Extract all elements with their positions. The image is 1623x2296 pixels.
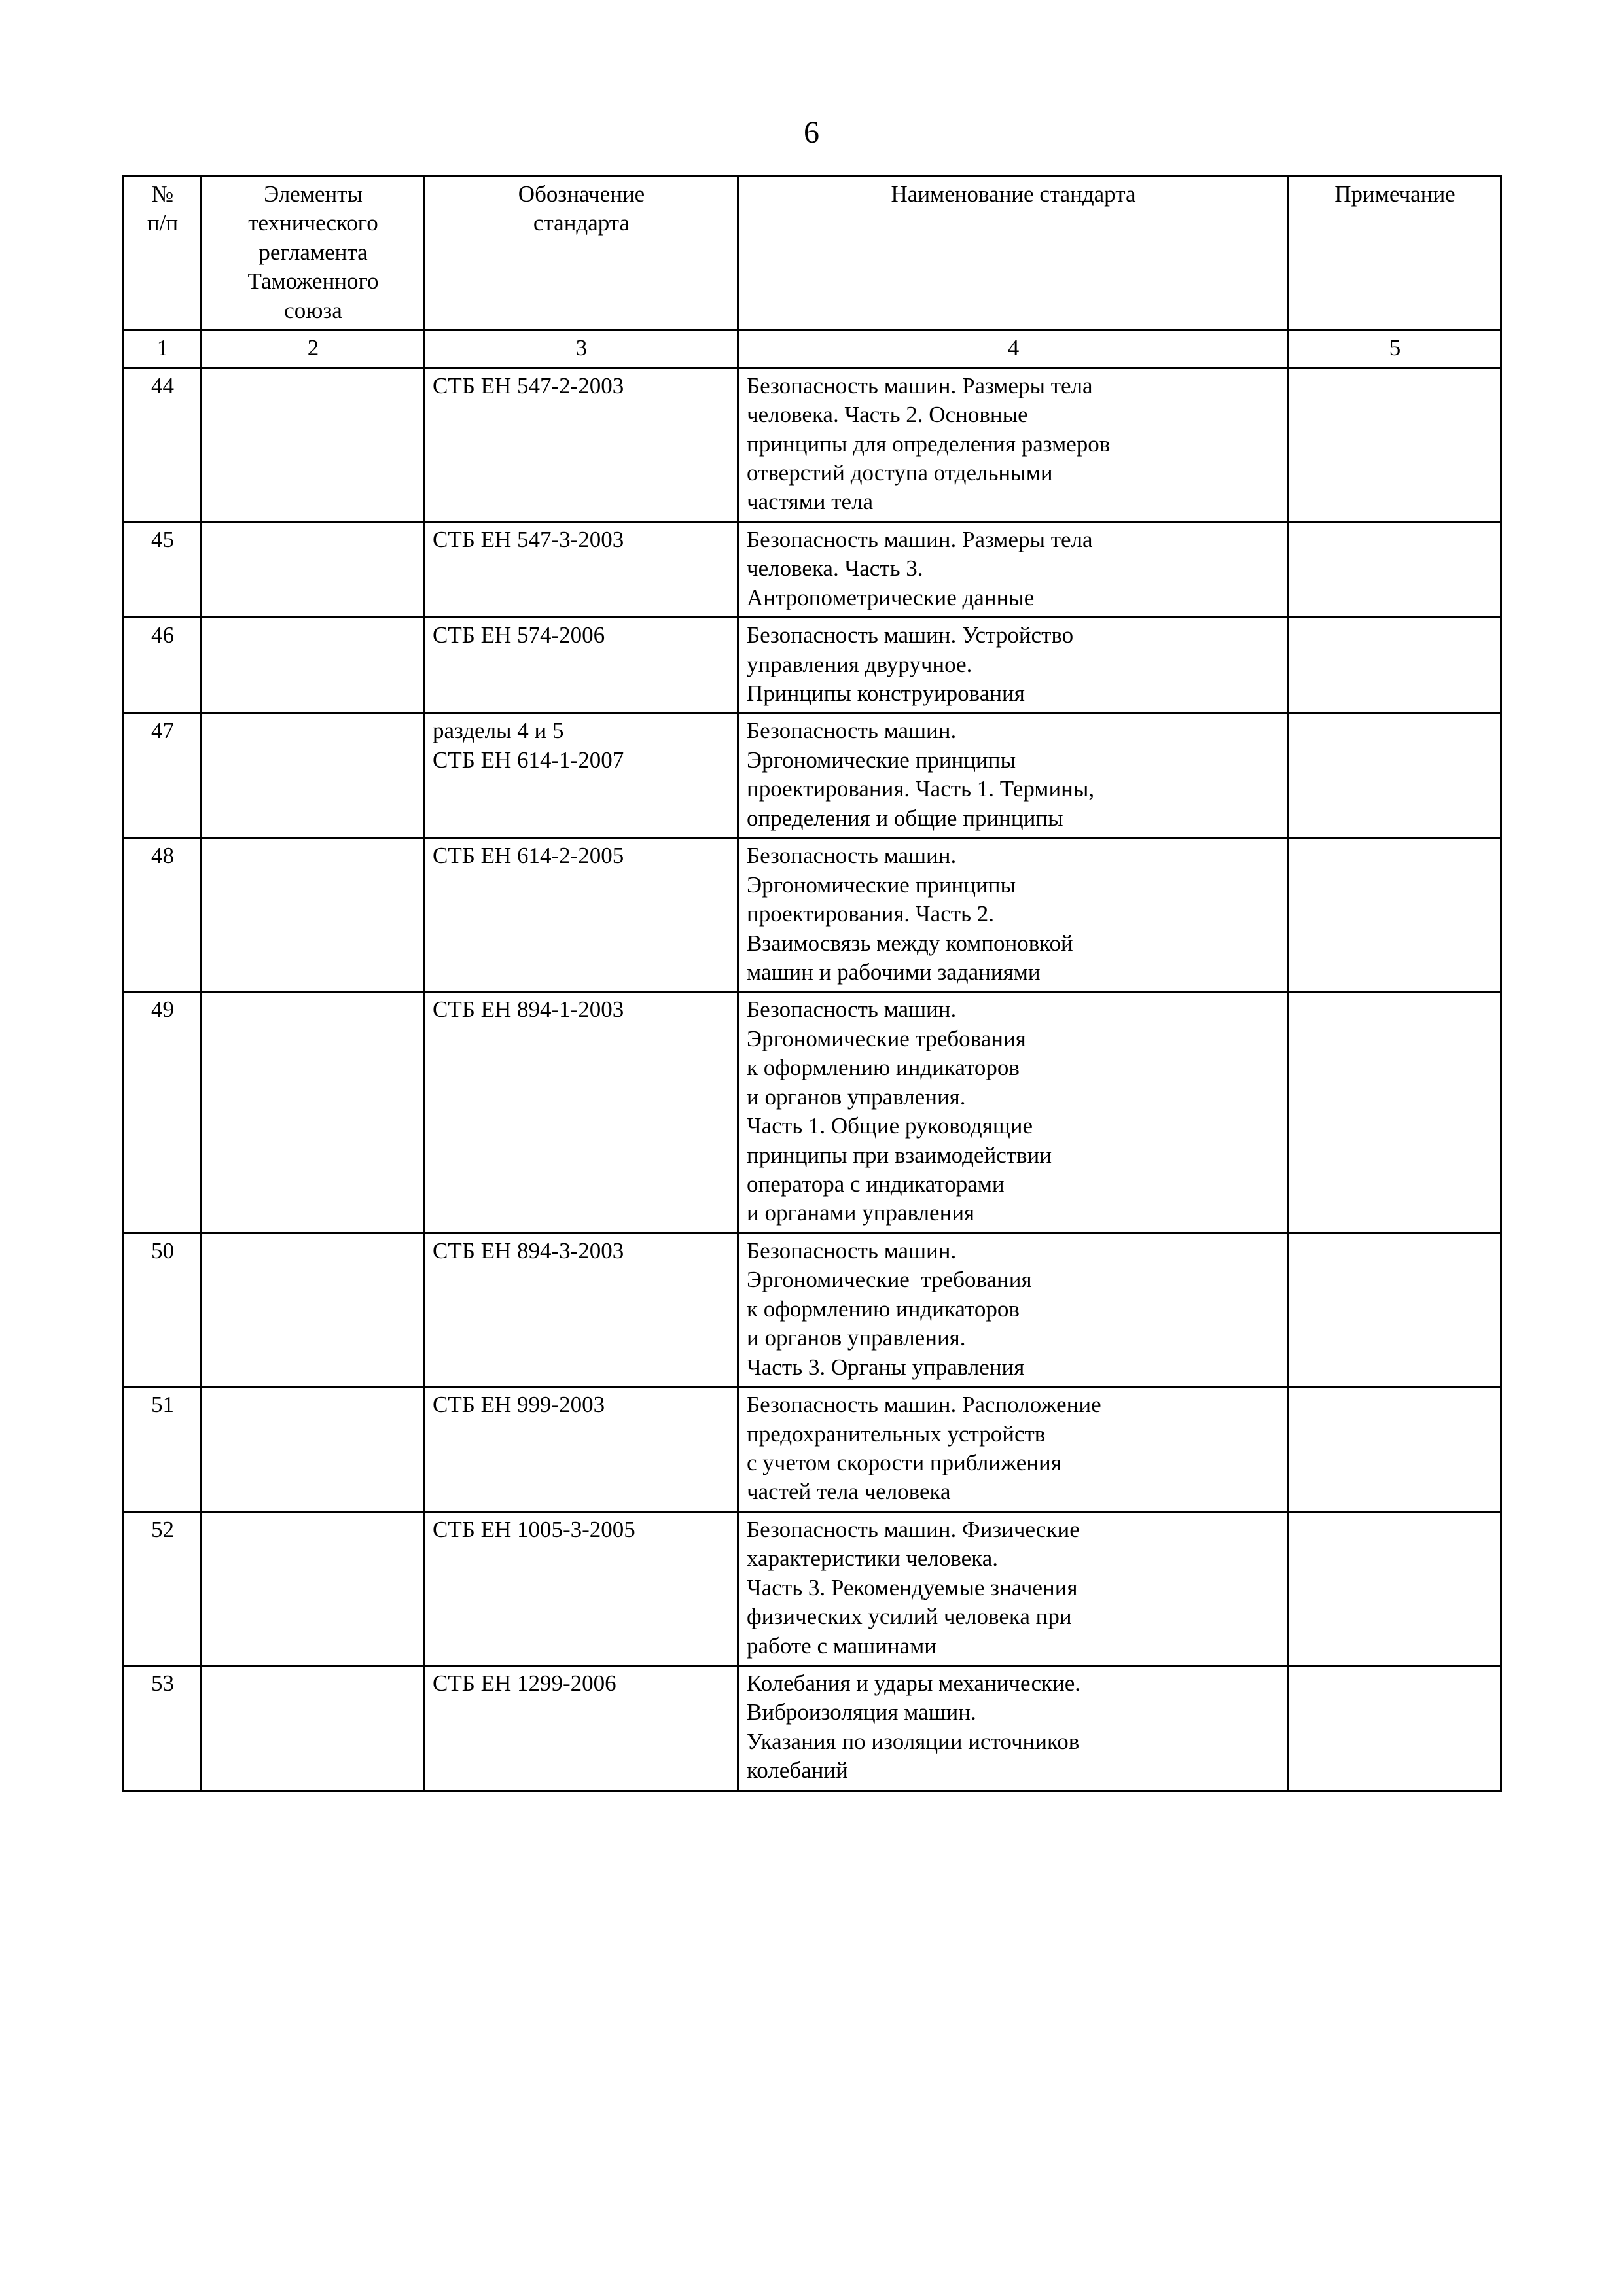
column-number: 1 bbox=[123, 330, 202, 368]
cell-standard-name bbox=[738, 713, 1288, 838]
cell-standard-designation bbox=[424, 1511, 738, 1665]
cell-standard-designation bbox=[424, 713, 738, 838]
table-row bbox=[123, 1387, 1501, 1512]
text-line: принципы для определения размеров bbox=[747, 431, 1111, 457]
column-number: 3 bbox=[424, 330, 738, 368]
page-number: 6 bbox=[804, 115, 819, 150]
text-line: отверстий доступа отдельными bbox=[747, 459, 1053, 486]
cell-row-number: 53 bbox=[123, 1666, 202, 1791]
text-line: определения и общие принципы bbox=[747, 805, 1063, 831]
cell-note bbox=[1288, 1511, 1501, 1665]
cell-row-number: 50 bbox=[123, 1233, 202, 1386]
cell-note bbox=[1288, 368, 1501, 521]
cell-row-number: 51 bbox=[123, 1387, 202, 1512]
cell-row-number: 45 bbox=[123, 521, 202, 617]
text-line: Виброизоляция машин. bbox=[747, 1699, 976, 1725]
text-line: СТБ ЕН 614-1-2007 bbox=[433, 747, 624, 773]
table-row bbox=[123, 838, 1501, 992]
cell-regulation-element bbox=[202, 838, 424, 992]
column-number-row bbox=[123, 330, 1501, 368]
table-row bbox=[123, 618, 1501, 713]
header-cell-elements bbox=[202, 177, 424, 330]
text-line: Принципы конструирования bbox=[747, 680, 1025, 706]
text-line: Безопасность машин. Расположение bbox=[747, 1392, 1101, 1418]
text-line: Эргономические принципы bbox=[747, 747, 1016, 773]
cell-regulation-element bbox=[202, 1511, 424, 1665]
text-line: характеристики человека. bbox=[747, 1545, 998, 1572]
header-line: № bbox=[151, 181, 174, 207]
text-line: и органов управления. bbox=[747, 1084, 966, 1110]
cell-regulation-element bbox=[202, 1666, 424, 1791]
table-body bbox=[123, 368, 1501, 1790]
text-line: СТБ ЕН 547-2-2003 bbox=[433, 372, 624, 398]
cell-standard-designation bbox=[424, 1387, 738, 1512]
text-line: и органами управления bbox=[747, 1200, 975, 1226]
text-line: проектирования. Часть 2. bbox=[747, 901, 994, 927]
text-line: Часть 1. Общие руководящие bbox=[747, 1113, 1033, 1139]
table-row bbox=[123, 368, 1501, 521]
header-line: п/п bbox=[147, 210, 179, 236]
text-line: управления двуручное. bbox=[747, 651, 972, 677]
cell-standard-designation bbox=[424, 368, 738, 521]
table-row bbox=[123, 1233, 1501, 1386]
cell-regulation-element bbox=[202, 368, 424, 521]
text-line: предохранительных устройств bbox=[747, 1421, 1046, 1447]
header-line: Наименование стандарта bbox=[891, 181, 1136, 207]
header-line: регламента bbox=[259, 239, 368, 265]
cell-standard-name bbox=[738, 368, 1288, 521]
text-line: частей тела человека bbox=[747, 1479, 951, 1505]
text-line: оператора с индикаторами bbox=[747, 1171, 1005, 1197]
cell-note bbox=[1288, 618, 1501, 713]
cell-standard-name bbox=[738, 992, 1288, 1233]
header-cell-designation bbox=[424, 177, 738, 330]
standards-table bbox=[122, 175, 1502, 1792]
text-line: колебаний bbox=[747, 1757, 848, 1784]
cell-row-number: 44 bbox=[123, 368, 202, 521]
text-line: СТБ ЕН 574-2006 bbox=[433, 622, 605, 648]
table-row bbox=[123, 992, 1501, 1233]
cell-regulation-element bbox=[202, 618, 424, 713]
header-cell-note bbox=[1288, 177, 1501, 330]
cell-row-number: 47 bbox=[123, 713, 202, 838]
text-line: к оформлению индикаторов bbox=[747, 1055, 1020, 1081]
text-line: Антропометрические данные bbox=[747, 584, 1035, 610]
text-line: машин и рабочими заданиями bbox=[747, 959, 1041, 985]
text-line: СТБ ЕН 894-3-2003 bbox=[433, 1237, 624, 1263]
text-line: Безопасность машин. bbox=[747, 843, 957, 869]
text-line: Указания по изоляции источников bbox=[747, 1728, 1080, 1754]
text-line: Часть 3. Рекомендуемые значения bbox=[747, 1574, 1078, 1600]
header-line: союза bbox=[284, 297, 342, 323]
text-line: проектирования. Часть 1. Термины, bbox=[747, 776, 1095, 802]
cell-note bbox=[1288, 713, 1501, 838]
text-line: Безопасность машин. Размеры тела bbox=[747, 372, 1093, 398]
header-line: Таможенного bbox=[247, 268, 379, 294]
text-line: разделы 4 и 5 bbox=[433, 718, 564, 744]
column-number: 5 bbox=[1288, 330, 1501, 368]
cell-regulation-element bbox=[202, 1233, 424, 1386]
text-line: частями тела bbox=[747, 489, 874, 515]
column-number: 2 bbox=[202, 330, 424, 368]
header-line: стандарта bbox=[533, 210, 630, 236]
cell-regulation-element bbox=[202, 1387, 424, 1512]
cell-standard-name bbox=[738, 618, 1288, 713]
cell-standard-name bbox=[738, 1233, 1288, 1386]
text-line: СТБ ЕН 999-2003 bbox=[433, 1392, 605, 1418]
text-line: к оформлению индикаторов bbox=[747, 1296, 1020, 1322]
text-line: Безопасность машин. bbox=[747, 997, 957, 1023]
text-line: Безопасность машин. Устройство bbox=[747, 622, 1074, 648]
cell-standard-designation bbox=[424, 1666, 738, 1791]
text-line: СТБ ЕН 1005-3-2005 bbox=[433, 1516, 635, 1542]
column-number: 4 bbox=[738, 330, 1288, 368]
text-line: Эргономические требования bbox=[747, 1267, 1032, 1293]
table-row bbox=[123, 713, 1501, 838]
cell-note bbox=[1288, 521, 1501, 617]
cell-standard-designation bbox=[424, 838, 738, 992]
header-line: Примечание bbox=[1334, 181, 1455, 207]
cell-standard-designation bbox=[424, 618, 738, 713]
text-line: Безопасность машин. Размеры тела bbox=[747, 526, 1093, 552]
text-line: СТБ ЕН 547-3-2003 bbox=[433, 526, 624, 552]
text-line: Безопасность машин. bbox=[747, 718, 957, 744]
text-line: СТБ ЕН 894-1-2003 bbox=[433, 997, 624, 1023]
cell-standard-designation bbox=[424, 1233, 738, 1386]
table-row bbox=[123, 521, 1501, 617]
cell-regulation-element bbox=[202, 992, 424, 1233]
cell-row-number: 48 bbox=[123, 838, 202, 992]
cell-note bbox=[1288, 1233, 1501, 1386]
table-row bbox=[123, 1666, 1501, 1791]
cell-standard-name bbox=[738, 1666, 1288, 1791]
cell-row-number: 49 bbox=[123, 992, 202, 1233]
text-line: Часть 3. Органы управления bbox=[747, 1354, 1025, 1380]
text-line: и органов управления. bbox=[747, 1325, 966, 1351]
cell-standard-name bbox=[738, 1511, 1288, 1665]
table-row bbox=[123, 1511, 1501, 1665]
header-cell-number bbox=[123, 177, 202, 330]
text-line: СТБ ЕН 614-2-2005 bbox=[433, 843, 624, 869]
header-line: Обозначение bbox=[518, 181, 645, 207]
cell-regulation-element bbox=[202, 713, 424, 838]
text-line: Безопасность машин. bbox=[747, 1237, 957, 1263]
text-line: Эргономические принципы bbox=[747, 872, 1016, 898]
standards-table-container bbox=[122, 175, 1500, 1792]
text-line: принципы при взаимодействии bbox=[747, 1142, 1052, 1168]
text-line: с учетом скорости приближения bbox=[747, 1449, 1061, 1475]
text-line: Безопасность машин. Физические bbox=[747, 1516, 1080, 1542]
text-line: Взаимосвязь между компоновкой bbox=[747, 930, 1073, 956]
cell-standard-designation bbox=[424, 992, 738, 1233]
header-line: Элементы bbox=[264, 181, 363, 207]
cell-standard-name bbox=[738, 838, 1288, 992]
cell-note bbox=[1288, 1387, 1501, 1512]
text-line: физических усилий человека при bbox=[747, 1604, 1072, 1630]
text-line: человека. Часть 2. Основные bbox=[747, 402, 1028, 428]
table-header-row bbox=[123, 177, 1501, 330]
cell-standard-designation bbox=[424, 521, 738, 617]
cell-standard-name bbox=[738, 1387, 1288, 1512]
text-line: СТБ ЕН 1299-2006 bbox=[433, 1670, 616, 1696]
cell-note bbox=[1288, 838, 1501, 992]
cell-standard-name bbox=[738, 521, 1288, 617]
cell-note bbox=[1288, 1666, 1501, 1791]
text-line: Эргономические требования bbox=[747, 1025, 1026, 1051]
header-cell-standard-name bbox=[738, 177, 1288, 330]
header-line: технического bbox=[248, 210, 378, 236]
cell-regulation-element bbox=[202, 521, 424, 617]
cell-row-number: 46 bbox=[123, 618, 202, 713]
table-header bbox=[123, 177, 1501, 368]
cell-row-number: 52 bbox=[123, 1511, 202, 1665]
text-line: Колебания и удары механические. bbox=[747, 1670, 1080, 1696]
text-line: работе с машинами bbox=[747, 1633, 937, 1659]
cell-note bbox=[1288, 992, 1501, 1233]
text-line: человека. Часть 3. bbox=[747, 556, 923, 582]
